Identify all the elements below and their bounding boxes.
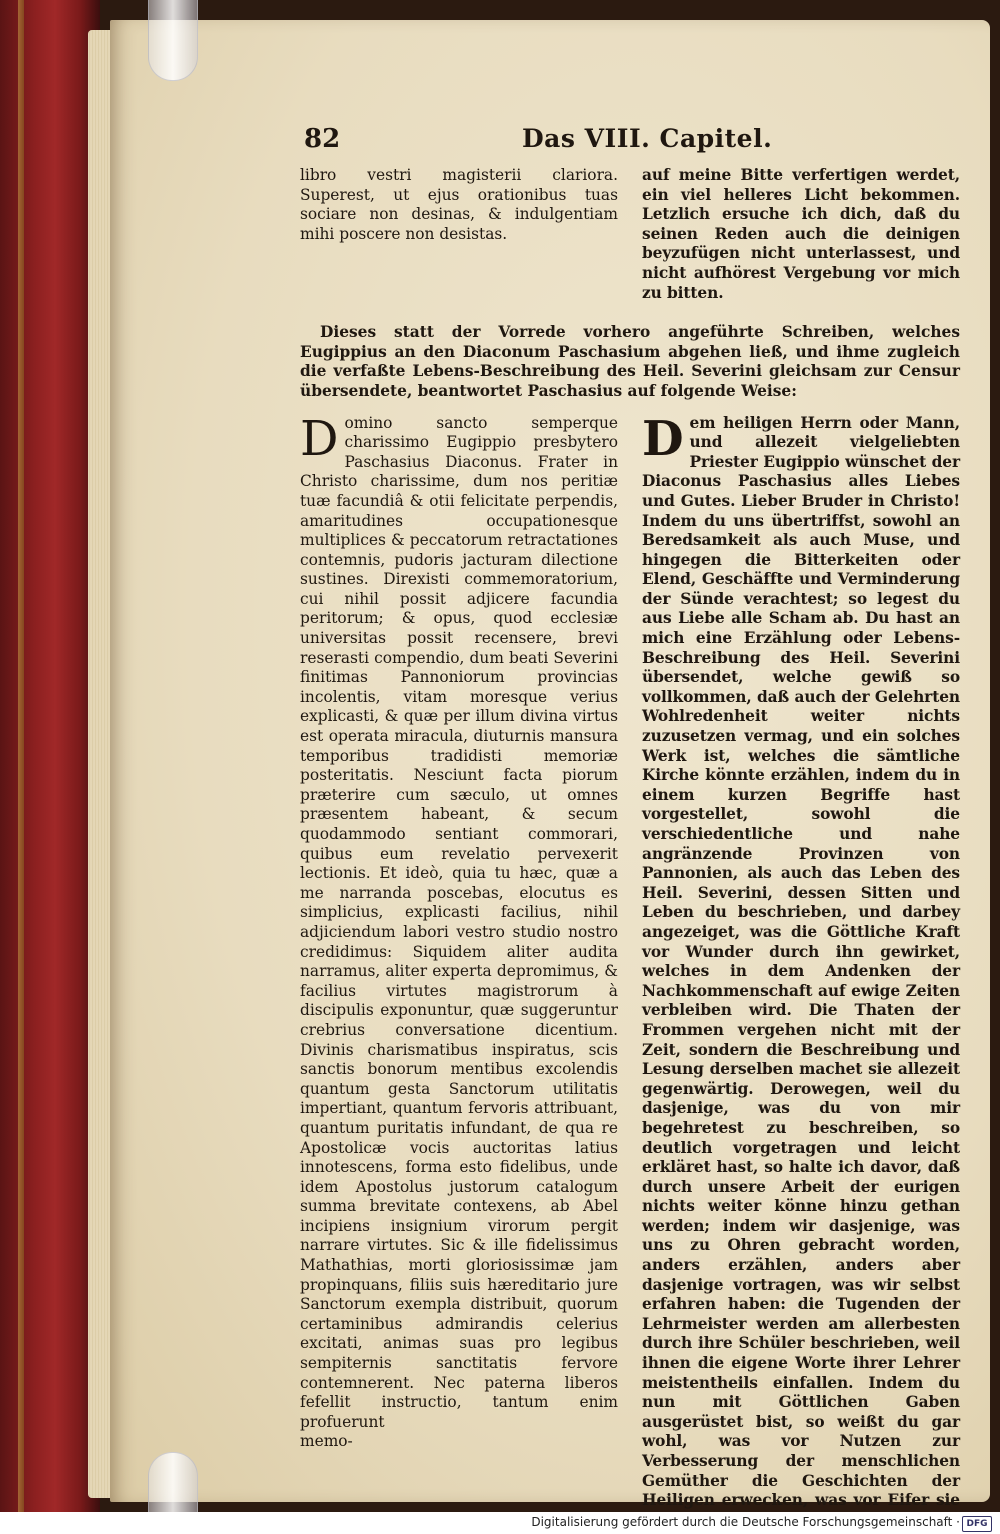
german-letter: [642, 410, 960, 1512]
funding-notice: Digitalisierung gefördert durch die Deutsche Forschungsgemeinschaft ·: [531, 1515, 960, 1529]
top-latin-column: [300, 166, 618, 303]
german-column: [642, 410, 960, 1512]
latin-column: [300, 410, 618, 1512]
page-number: 82: [304, 124, 341, 154]
german-letter-text: em heiligen Herrn oder Mann, und allezeit vielgeliebten Priester Eugippio wünschet der Diaconus Paschasius alles Liebes und Gutes. Lieber Bruder in Christo! Indem du uns übertriffst, sowohl an Beredsamkeit als auch Muse, und hingegen die Bitterkeiten oder Elend, Geschäffte und Verminderung der Sünde verachtest; so legest du aus Liebe alle Scham ab. Du hast an mich eine Erzählung oder Lebens-Beschreibung des Heil. Severini übersendet, welche gewiß so vollkommen, daß auch der Gelehrten Wohlredenheit weiter nichts zuzusetzen vermag, und ein solches Werk ist, welches die sämtliche Kirche könnte erzählen, indem du in einem kurzen Begriffe hast vorgestellet, sowohl die verschiedentliche und nahe angränzende Provinzen von Pannonien, als auch das Leben des Heil. Severini, dessen Sitten und Leben du beschrieben, und darbey angezeiget, was die Göttliche Kraft vor Wunder durch ihn gewirket, welches in dem Andenken der Nachkommenschaft auf ewige Zeiten verbleiben wird. Die Thaten der Frommen vergehen nicht mit der Zeit, sondern die Beschreibung und Lesung derselben machet sie allezeit gegenwärtig. Derowegen, weil du dasjenige, was du von mir begehretest zu beschreiben, so deutlich vorgetragen und leicht erkläret hast, so halte ich davor, daß durch unsere Arbeit der eurigen nichts weiter könne hinzu gethan werden; indem wir dasjenige, was uns zu Ohren gebracht worden, anders erzählen, anders aber dasjenige vortragen, was wir selbst erfahren haben: die Tugenden der Lehrmeister werden am allerbesten durch ihre Schüler beschrieben, weil ihnen die eigene Worte ihrer Lehrer meistentheils einfallen. Indem du nun mit Göttlichen Gaben ausgerüstet bist, so weißt du gar wohl, was vor Nutzen zur Verbesserung der menschlichen Gemüther die Geschichten der Heiligen erwecken, was vor Eifer sie: [642, 413, 960, 1510]
page-clip-top-icon: [148, 0, 198, 81]
cover-gilt-edge: [18, 0, 24, 1512]
latin-letter: [300, 410, 618, 1433]
letter-columns: [300, 410, 960, 1512]
latin-catchword: memo-: [300, 1432, 353, 1451]
top-german-column: [642, 166, 960, 303]
latin-drop-initial: D: [300, 410, 339, 467]
page-header: [300, 122, 960, 166]
intro-paragraph: Dieses statt der Vorrede vorhero angeführte Schreiben, welches Eugippius an den Diaconum Paschasium abgehen ließ, und ihme zugleich die verfaßte Lebens-Beschreibung des Heil. Severini gleichsam zur Censur übersendete, beantwortet Paschasius auf folgende Weise:: [300, 323, 960, 400]
dfg-logo-icon: DFG: [962, 1516, 992, 1532]
page-content: [300, 122, 960, 1512]
page-clip-bottom-icon: [148, 1452, 198, 1512]
running-head: Das VIII. Capitel.: [522, 124, 773, 153]
german-drop-initial: D: [642, 410, 684, 467]
top-german-text: auf meine Bitte verfertigen werdet, ein viel helleres Licht bekommen. Letzlich ersuche ich dich, daß du seinen Reden auch die deinigen beyzufügen nicht unterlassest, und nicht aufhörest Vergebung vor mich zu bitten.: [642, 166, 960, 302]
footer-bar: [0, 1512, 1000, 1534]
book-cover: [0, 0, 100, 1512]
top-columns: [300, 166, 960, 303]
top-latin-text: libro vestri magisterii clariora. Superest, ut ejus orationibus tuas sociare non desinas, & indulgentiam mihi poscere non desistas.: [300, 166, 618, 243]
latin-letter-text: omino sancto semperque charissimo Eugippio presbytero Paschasius Diaconus. Frater in Christo charissime, dum nos peritiæ tuæ facundiâ & otii felicitate perpendis, amaritudines occupationesque multiplices & peccatorum retractationes contemnis, pudoris jacturam dilectione sustines. Direxisti commemoratorium, cui nihil possit adjicere facundia peritorum; & opus, quod ecclesiæ universitas possit recensere, brevi reserasti compendio, dum beati Severini finitimas Pannoniorum provincias incolentis, vitam moresque verius explicasti, & quæ per illum divina virtus est operata miracula, diuturnis mansura temporibus tradidisti memoriæ posteritatis. Nesciunt facta piorum præterire cum sæculo, ut omnes præsentem habeant, & secum quodammodo sentiant commorari, quibus eum revelatio pervexerit lectionis. Et ideò, quia tu hæc, quæ a me narranda poscebas, elocutus es simplicius, explicasti facilius, nihil adjiciendum labori vestro studio nostro credidimus: Siquidem aliter audita narramus, aliter experta depromimus, & facilius virtutes magistrorum à discipulis exponuntur, quæ suggeruntur crebrius conversatione dicentium. Divinis charismatibus inspiratus, scis sanctis bonorum mentibus excolendis quantum gesta Sanctorum utilitatis impertiant, quantum fervoris attribuant, quantum puritatis infundant, de qua re Apostolicæ vocis auctoritas latius innotescens, forma esto fidelibus, unde idem Apostolus justorum catalogum summa brevitate contexens, ab Abel incipiens insignium virorum pergit narrare virtutes. Sic & ille fidelissimus Mathathias, morti gloriosissimæ jam propinquans, filiis suis hæreditario jure Sanctorum exempla distribuit, quorum certaminibus admirandis celerius excitati, animas suas pro legibus sempiternis sanctitatis fervore contemnerent. Nec paterna liberos fefellit instructio, tantum enim profuerunt: [300, 413, 618, 1431]
